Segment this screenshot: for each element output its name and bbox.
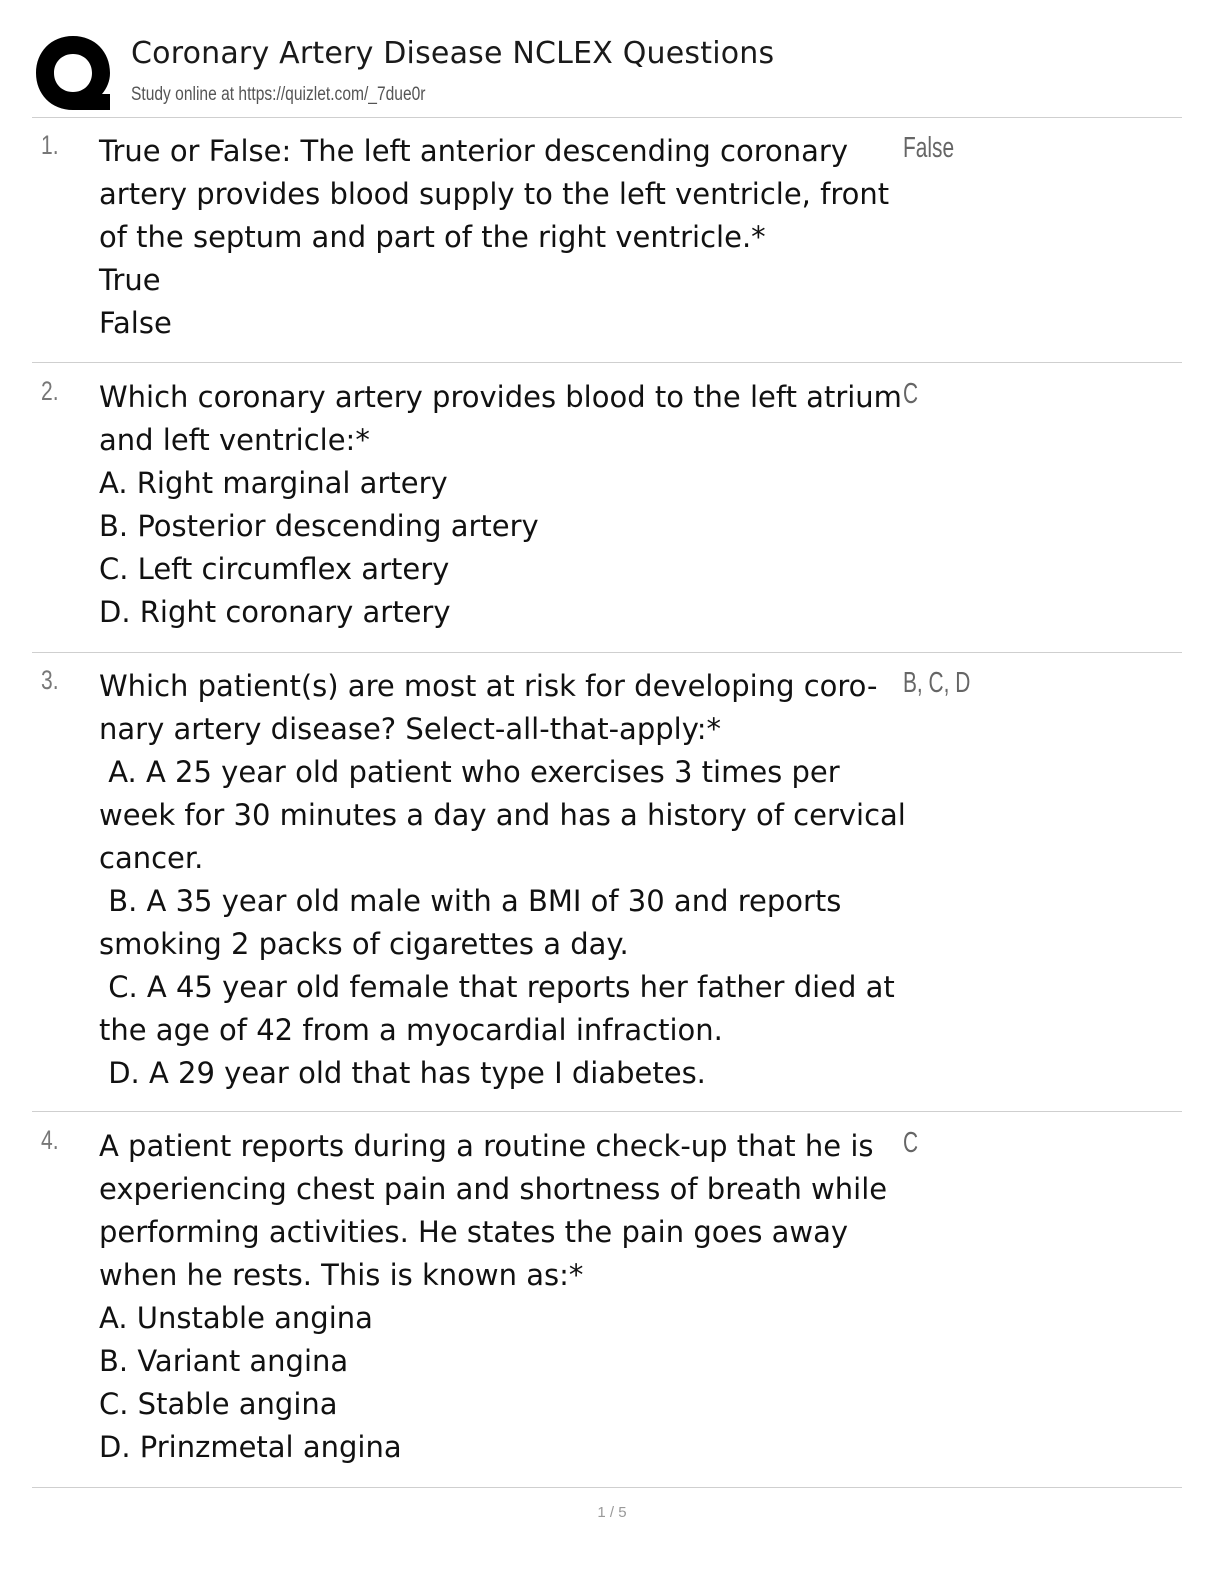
question-number: 4. (41, 1125, 59, 1155)
question-line: nary artery disease? Select-all-that-apply:* (99, 712, 722, 746)
question-number: 2. (41, 376, 59, 406)
option-line: False (99, 306, 172, 340)
option-line: B. A 35 year old male with a BMI of 30 and reports (99, 884, 842, 918)
option-line: A. Unstable angina (99, 1301, 373, 1335)
question-line: and left ventricle:* (99, 423, 370, 457)
option-line: cancer. (99, 841, 204, 875)
answer: C (903, 1127, 919, 1159)
quizlet-logo-icon (32, 32, 114, 114)
question-line: True or False: The left anterior descending coronary (99, 134, 849, 168)
option-line: the age of 42 from a myocardial infraction. (99, 1013, 723, 1047)
document-title: Coronary Artery Disease NCLEX Questions (131, 36, 775, 71)
option-line: A. A 25 year old patient who exercises 3 times per (99, 755, 840, 789)
option-line: D. Right coronary artery (99, 595, 451, 629)
question-line: performing activities. He states the pain goes away (99, 1215, 849, 1249)
answer: B, C, D (903, 667, 971, 699)
answer: False (903, 132, 955, 164)
document-header (32, 30, 1182, 118)
option-line: C. Left circumflex artery (99, 552, 450, 586)
answer: C (903, 378, 919, 410)
divider (32, 362, 1182, 363)
divider (32, 117, 1182, 118)
question-line: A patient reports during a routine check-up that he is (99, 1129, 874, 1163)
option-line: B. Posterior descending artery (99, 509, 539, 543)
option-line: week for 30 minutes a day and has a history of cervical (99, 798, 906, 832)
question-line: experiencing chest pain and shortness of breath while (99, 1172, 888, 1206)
option-line: smoking 2 packs of cigarettes a day. (99, 927, 629, 961)
page-number: 1 / 5 (597, 1504, 627, 1521)
option-line: D. Prinzmetal angina (99, 1430, 402, 1464)
divider (32, 1487, 1182, 1488)
question-line: when he rests. This is known as:* (99, 1258, 584, 1292)
question-number: 1. (41, 130, 59, 160)
question-line: Which patient(s) are most at risk for developing coro- (99, 669, 878, 703)
option-line: C. A 45 year old female that reports her father died at (99, 970, 895, 1004)
option-line: B. Variant angina (99, 1344, 349, 1378)
option-line: C. Stable angina (99, 1387, 338, 1421)
question-number: 3. (41, 665, 59, 695)
option-line: True (99, 263, 161, 297)
question-text (99, 130, 899, 345)
question-line: of the septum and part of the right ventricle.* (99, 220, 766, 254)
option-line: A. Right marginal artery (99, 466, 448, 500)
question-text (99, 665, 906, 1095)
study-online-link[interactable]: Study online at https://quizlet.com/_7due0r (131, 84, 426, 105)
question-line: artery provides blood supply to the left ventricle, front (99, 177, 890, 211)
question-text (99, 1125, 899, 1469)
question-line: Which coronary artery provides blood to the left atrium (99, 380, 902, 414)
divider (32, 652, 1182, 653)
question-text (99, 376, 902, 634)
divider (32, 1111, 1182, 1112)
option-line: D. A 29 year old that has type I diabetes. (99, 1056, 706, 1090)
